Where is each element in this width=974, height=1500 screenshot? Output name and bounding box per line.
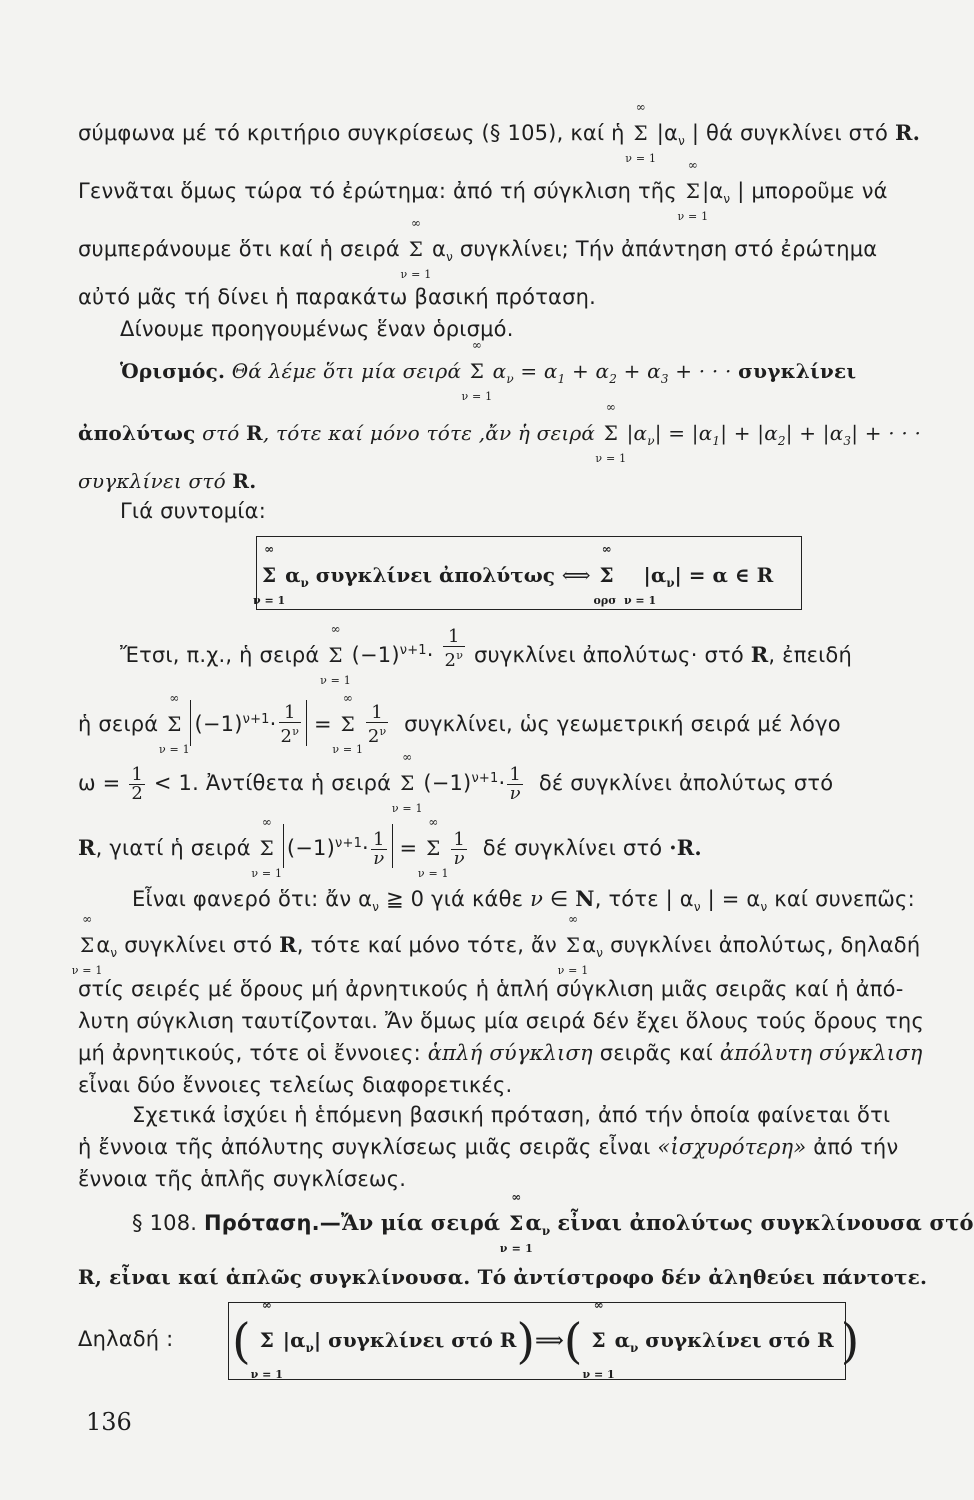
definition-line-1: Ὁρισμός. Θά λέμε ὅτι μία σειρά ∞ Σ ν = 1 $\alpha_\nu = \alpha_1 + \alpha_2 + \alpha_3$ + · · · συγκλίνει [120,338,857,403]
example-line-4: R, γιατί ἡ σειρά ∞ Σ ν = 1 $(-1)^{\nu+1}\cdot$ $\frac{1}{\nu}$ = ∞ Σ ν = 1 $\frac{1}{\nu}$ δέ συγκλίνει στό ·R. [78,815,702,880]
proposition-line-1: § 108. Πρόταση.—Ἄν μία σειρά ∞ Σ ν = 1 $\alpha_\nu$ εἶναι ἀπολύτως συγκλίνουσα στό [132,1190,974,1255]
example-line-2: ἡ σειρά ∞ Σ ν = 1 $(-1)^{\nu+1}\cdot$ $\frac{1}{2^\nu}$ = ∞ Σ ν = 1 $\frac{1}{2^\nu}$ συγκλίνει, ὡς γεωμετρική σειρά μέ λόγο [78,691,841,756]
implication-formula: ( ∞ Σ ν = 1 $|\alpha_\nu|$ συγκλίνει στό R)⟹( ∞ Σ ν = 1 $\alpha_\nu$ συγκλίνει στό R ) [232,1298,860,1381]
brief-label: Γιά συντομία: [120,499,266,523]
para-line-4: λυτη σύγκλιση ταυτίζονται. Ἄν ὅμως μία σειρά δέν ἔχει ὅλους τούς ὅρους της [78,1009,924,1033]
text-line-4: αὐτό μᾶς τή δίνει ἡ παρακάτω βασική πρόταση. [78,285,596,309]
para-line-3: στίς σειρές μέ ὅρους μή ἀρνητικούς ἡ ἁπλή σύγκλιση μιᾶς σειρᾶς καί ἡ ἀπό- [78,977,904,1001]
para-line-1: Εἶναι φανερό ὅτι: ἄν $\alpha_\nu$ ≧ 0 γιά κάθε ν ∈ N, τότε | $\alpha_\nu$ | = $\alpha_\nu$ καί συνεπῶς: [132,886,915,915]
example-line-3: ω = $\frac{1}{2}$ < 1. Ἀντίθετα ἡ σειρά ∞ Σ ν = 1 $(-1)^{\nu+1}\cdot$ $\frac{1}{\nu}$ δέ συγκλίνει ἀπολύτως στό [78,750,834,815]
definition-line-3: συγκλίνει στό R. [78,469,257,493]
para-line-7: Σχετικά ἰσχύει ἡ ἑπόμενη βασική πρόταση, ἀπό τήν ὁποία φαίνεται ὅτι [132,1103,891,1127]
that-is-label: Δηλαδή : [78,1327,174,1351]
para-line-5: μή ἀρνητικούς, τότε οἱ ἔννοιες: ἁπλή σύγκλιση σειρᾶς καί ἀπόλυτη σύγκλιση [78,1041,923,1065]
para-line-6: εἶναι δύο ἔννοιες τελείως διαφορετικές. [78,1073,513,1097]
para-line-9: ἔννοια τῆς ἁπλῆς συγκλίσεως. [78,1167,407,1191]
para-line-2: ∞ Σ ν = 1 $\alpha_\nu$ συγκλίνει στό R, τότε καί μόνο τότε, ἄν ∞ Σ ν = 1 $\alpha_\nu$ συγκλίνει ἀπολύτως, δηλαδή [71,912,921,977]
definition-line-2: ἀπολύτως στό R, τότε καί μόνο τότε ,ἄν ἡ σειρά ∞ Σ ν = 1 $|\alpha_\nu| = |\alpha_1| + |\alpha_2| + |\alpha_3|$ + · · · [78,400,922,465]
proposition-line-2: R, εἶναι καί ἁπλῶς συγκλίνουσα. Τό ἀντίστροφο δέν ἀληθεύει πάντοτε. [78,1265,928,1289]
text-line-2: Γεννᾶται ὅμως τώρα τό ἐρώτημα: ἀπό τή σύγκλιση τῆς ∞ Σ ν = 1 $|\alpha_\nu$ | μποροῦμε νά [78,158,888,223]
para-line-8: ἡ ἔννοια τῆς ἀπόλυτης συγκλίσεως μιᾶς σειρᾶς εἶναι «ἰσχυρότερη» ἀπό τήν [78,1135,899,1159]
example-line-1: Ἔτσι, π.χ., ἡ σειρά ∞ Σ ν = 1 $(-1)^{\nu+1}\cdot$ $\frac{1}{2^\nu}$ συγκλίνει ἀπολύτως· στό R, ἐπειδή [120,622,852,687]
abs-convergence-formula: ∞ Σ ν = 1 $\alpha_\nu$ συγκλίνει ἀπολύτως ⟺ ∞ Σ ορσ ν = 1 $|\alpha_\nu| = \alpha$ ∈ R [252,542,774,607]
page-number: 136 [86,1408,132,1436]
text-line-1: σύμφωνα μέ τό κριτήριο συγκρίσεως (§ 105), καί ἡ ∞ Σ ν = 1 $|\alpha_\nu$ | θά συγκλίνει στό R. [78,100,921,165]
text-line-5: Δίνουμε προηγουμένως ἕναν ὁρισμό. [120,317,514,341]
text-line-3: συμπεράνουμε ὅτι καί ἡ σειρά ∞ Σ ν = 1 $\alpha_\nu$ συγκλίνει; Τήν ἀπάντηση στό ἐρώτημα [78,216,878,281]
sum-symbol: ∞ Σ ν = 1 [625,100,657,165]
